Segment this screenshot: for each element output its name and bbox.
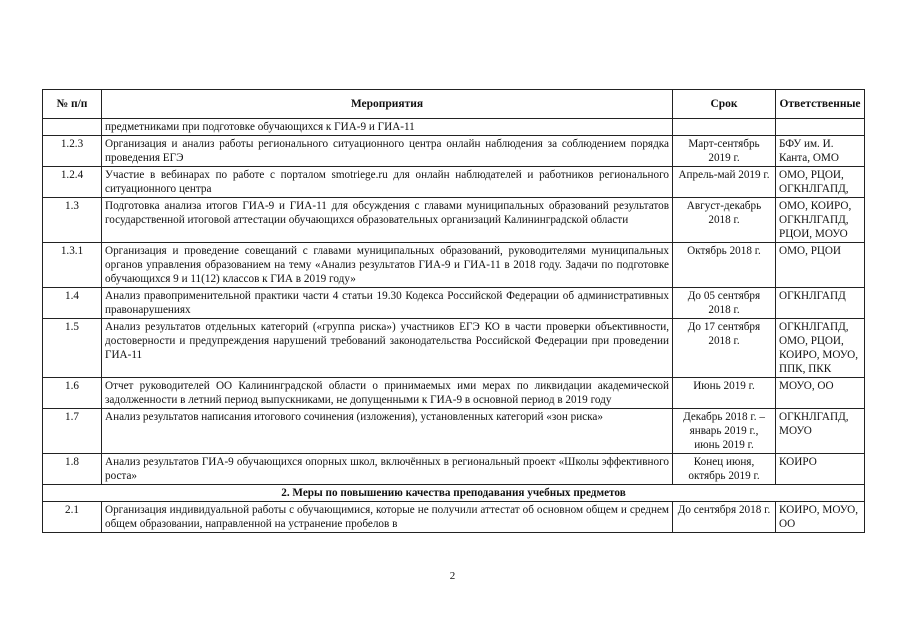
cell-responsible: БФУ им. И. Канта, ОМО — [776, 136, 865, 167]
cell-num: 2.1 — [43, 502, 102, 533]
page-number: 2 — [449, 570, 456, 582]
cell-event: Организация и проведение совещаний с главами муниципальных образований, руководителями муниципальных органов управления образованием на тему «Анализ результатов ГИА-9 и ГИА-11 в 2018 году. Задачи по подготовке обучающихся 9 и 11(12) классов к ГИА в 2019 году» — [102, 243, 673, 288]
table-row — [43, 378, 865, 409]
cell-term: Март-сентябрь 2019 г. — [673, 136, 776, 167]
cell-num: 1.3.1 — [43, 243, 102, 288]
measures-table — [42, 89, 865, 533]
cell-responsible: КОИРО — [776, 454, 865, 485]
cell-num: 1.4 — [43, 288, 102, 319]
section-heading: 2. Меры по повышению качества преподавания учебных предметов — [43, 485, 865, 502]
cell-term: Конец июня, октябрь 2019 г. — [673, 454, 776, 485]
table-row — [43, 167, 865, 198]
table-row-continuation — [43, 119, 865, 136]
cell-event: Участие в вебинарах по работе с порталом smotriege.ru для онлайн наблюдателей и работников регионального ситуационного центра — [102, 167, 673, 198]
cell-responsible: ОМО, РЦОИ, ОГКНЛГАПД, — [776, 167, 865, 198]
header-num: № п/п — [43, 90, 102, 119]
cell-term: Апрель-май 2019 г. — [673, 167, 776, 198]
cell-term: Октябрь 2018 г. — [673, 243, 776, 288]
cell-num — [43, 119, 102, 136]
table-row — [43, 243, 865, 288]
cell-event: предметниками при подготовке обучающихся к ГИА-9 и ГИА-11 — [102, 119, 673, 136]
cell-responsible: ОГКНЛГАПД — [776, 288, 865, 319]
table-row — [43, 319, 865, 378]
cell-responsible — [776, 119, 865, 136]
cell-responsible: ОМО, РЦОИ — [776, 243, 865, 288]
cell-event: Организация индивидуальной работы с обучающимися, которые не получили аттестат об основном общем и среднем общем образовании, направленной на устранение пробелов в — [102, 502, 673, 533]
table-header-row — [43, 90, 865, 119]
cell-event: Анализ результатов ГИА-9 обучающихся опорных школ, включённых в региональный проект «Школы эффективного роста» — [102, 454, 673, 485]
table-row — [43, 198, 865, 243]
cell-event: Организация и анализ работы регионального ситуационного центра онлайн наблюдения за соблюдением порядка проведения ЕГЭ — [102, 136, 673, 167]
cell-term: Декабрь 2018 г. – январь 2019 г., июнь 2019 г. — [673, 409, 776, 454]
cell-term: До 17 сентября 2018 г. — [673, 319, 776, 378]
table-row — [43, 409, 865, 454]
cell-num: 1.5 — [43, 319, 102, 378]
cell-num: 1.2.4 — [43, 167, 102, 198]
header-term: Срок — [673, 90, 776, 119]
cell-term: Август-декабрь 2018 г. — [673, 198, 776, 243]
table-row — [43, 136, 865, 167]
cell-num: 1.7 — [43, 409, 102, 454]
section-heading-row — [43, 485, 865, 502]
cell-term: До 05 сентября 2018 г. — [673, 288, 776, 319]
table-row — [43, 288, 865, 319]
cell-event: Анализ правоприменительной практики части 4 статьи 19.30 Кодекса Российской Федерации об административных правонарушениях — [102, 288, 673, 319]
cell-num: 1.3 — [43, 198, 102, 243]
cell-term — [673, 119, 776, 136]
cell-event: Подготовка анализа итогов ГИА-9 и ГИА-11 для обсуждения с главами муниципальных образований результатов государственной итоговой аттестации обучающихся образовательных организаций Калининградской области — [102, 198, 673, 243]
cell-responsible: МОУО, ОО — [776, 378, 865, 409]
cell-responsible: ОМО, КОИРО, ОГКНЛГАПД, РЦОИ, МОУО — [776, 198, 865, 243]
table-row — [43, 454, 865, 485]
cell-term: Июнь 2019 г. — [673, 378, 776, 409]
header-event: Мероприятия — [102, 90, 673, 119]
cell-event: Анализ результатов написания итогового сочинения (изложения), установленных категорий «зон риска» — [102, 409, 673, 454]
cell-num: 1.8 — [43, 454, 102, 485]
table-row — [43, 502, 865, 533]
cell-event: Отчет руководителей ОО Калининградской области о принимаемых ими мерах по ликвидации академической задолженности в летний период выпускниками, не допущенными к ГИА-9 в основной период в 2019 году — [102, 378, 673, 409]
cell-responsible: КОИРО, МОУО, ОО — [776, 502, 865, 533]
cell-responsible: ОГКНЛГАПД, МОУО — [776, 409, 865, 454]
cell-num: 1.2.3 — [43, 136, 102, 167]
cell-term: До сентября 2018 г. — [673, 502, 776, 533]
cell-event: Анализ результатов отдельных категорий («группа риска») участников ЕГЭ КО в части проверки объективности, достоверности и предупреждения нарушений требований законодательства Российской Федерации при проведении ГИА-11 — [102, 319, 673, 378]
cell-responsible: ОГКНЛГАПД, ОМО, РЦОИ, КОИРО, МОУО, ППК, ПКК — [776, 319, 865, 378]
cell-num: 1.6 — [43, 378, 102, 409]
header-responsible: Ответственные — [776, 90, 865, 119]
